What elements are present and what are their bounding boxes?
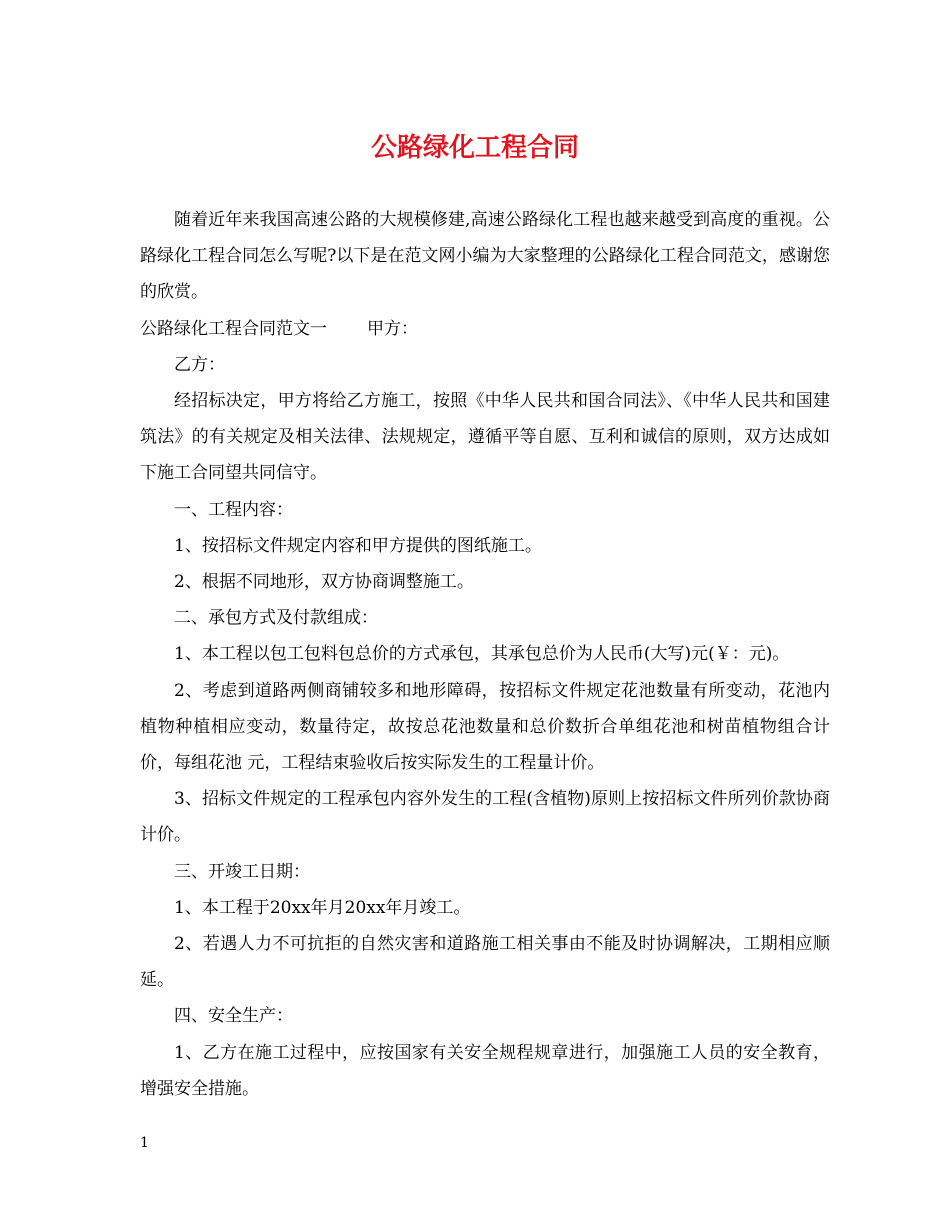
sample-heading: 公路绿化工程合同范文一 (140, 318, 327, 339)
clause-paragraph: 1、本工程于20xx年月20xx年月竣工。 (174, 897, 471, 918)
section-heading-payment: 二、承包方式及付款组成： (174, 608, 378, 629)
clause-paragraph: 1、本工程以包工包料包总价的方式承包，其承包总价为人民币(大写)元(￥：元)。 (174, 644, 790, 665)
clause-paragraph: 2、若遇人力不可抗拒的自然灾害和道路施工相关事由不能及时协调解决，工期相应顺延。 (140, 934, 830, 991)
page-number: 1 (140, 1135, 149, 1151)
clause-paragraph: 3、招标文件规定的工程承包内容外发生的工程(含植物)原则上按招标文件所列价款协商计价。 (140, 789, 830, 846)
section-heading-scope: 一、工程内容： (174, 499, 293, 520)
document-title: 公路绿化工程合同 (370, 133, 579, 163)
clause-paragraph: 1、按招标文件规定内容和甲方提供的图纸施工。 (174, 535, 542, 556)
clause-paragraph: 2、考虑到道路两侧商铺较多和地形障碍，按招标文件规定花池数量有所变动，花池内植物种植相应变动，数量待定，故按总花池数量和总价数折合单组花池和树苗植物组合计价，每组花池 元，工程结束验收后按实际发生的工程量计价。 (140, 680, 830, 774)
clause-paragraph: 1、乙方在施工过程中，应按国家有关安全规程规章进行，加强施工人员的安全教育，增强安全措施。 (140, 1042, 830, 1099)
section-heading-safety: 四、安全生产： (174, 1006, 293, 1027)
party-b-label: 乙方： (174, 354, 225, 375)
document-body (140, 202, 830, 1107)
clause-paragraph: 2、根据不同地形，双方协商调整施工。 (174, 572, 474, 593)
party-a-label: 甲方： (367, 318, 418, 339)
sample-heading-line (140, 311, 830, 347)
intro-paragraph: 随着近年来我国高速公路的大规模修建,高速公路绿化工程也越来越受到高度的重视。公路绿化工程合同怎么写呢?以下是在范文网小编为大家整理的公路绿化工程合同范文，感谢您的欣赏。 (140, 210, 830, 303)
section-heading-schedule: 三、开竣工日期： (174, 861, 310, 882)
preamble-paragraph: 经招标决定，甲方将给乙方施工，按照《中华人民共和国合同法》、《中华人民共和国建筑法》的有关规定及相关法律、法规规定，遵循平等自愿、互利和诚信的原则，双方达成如下施工合同望共同信守。 (140, 391, 830, 484)
